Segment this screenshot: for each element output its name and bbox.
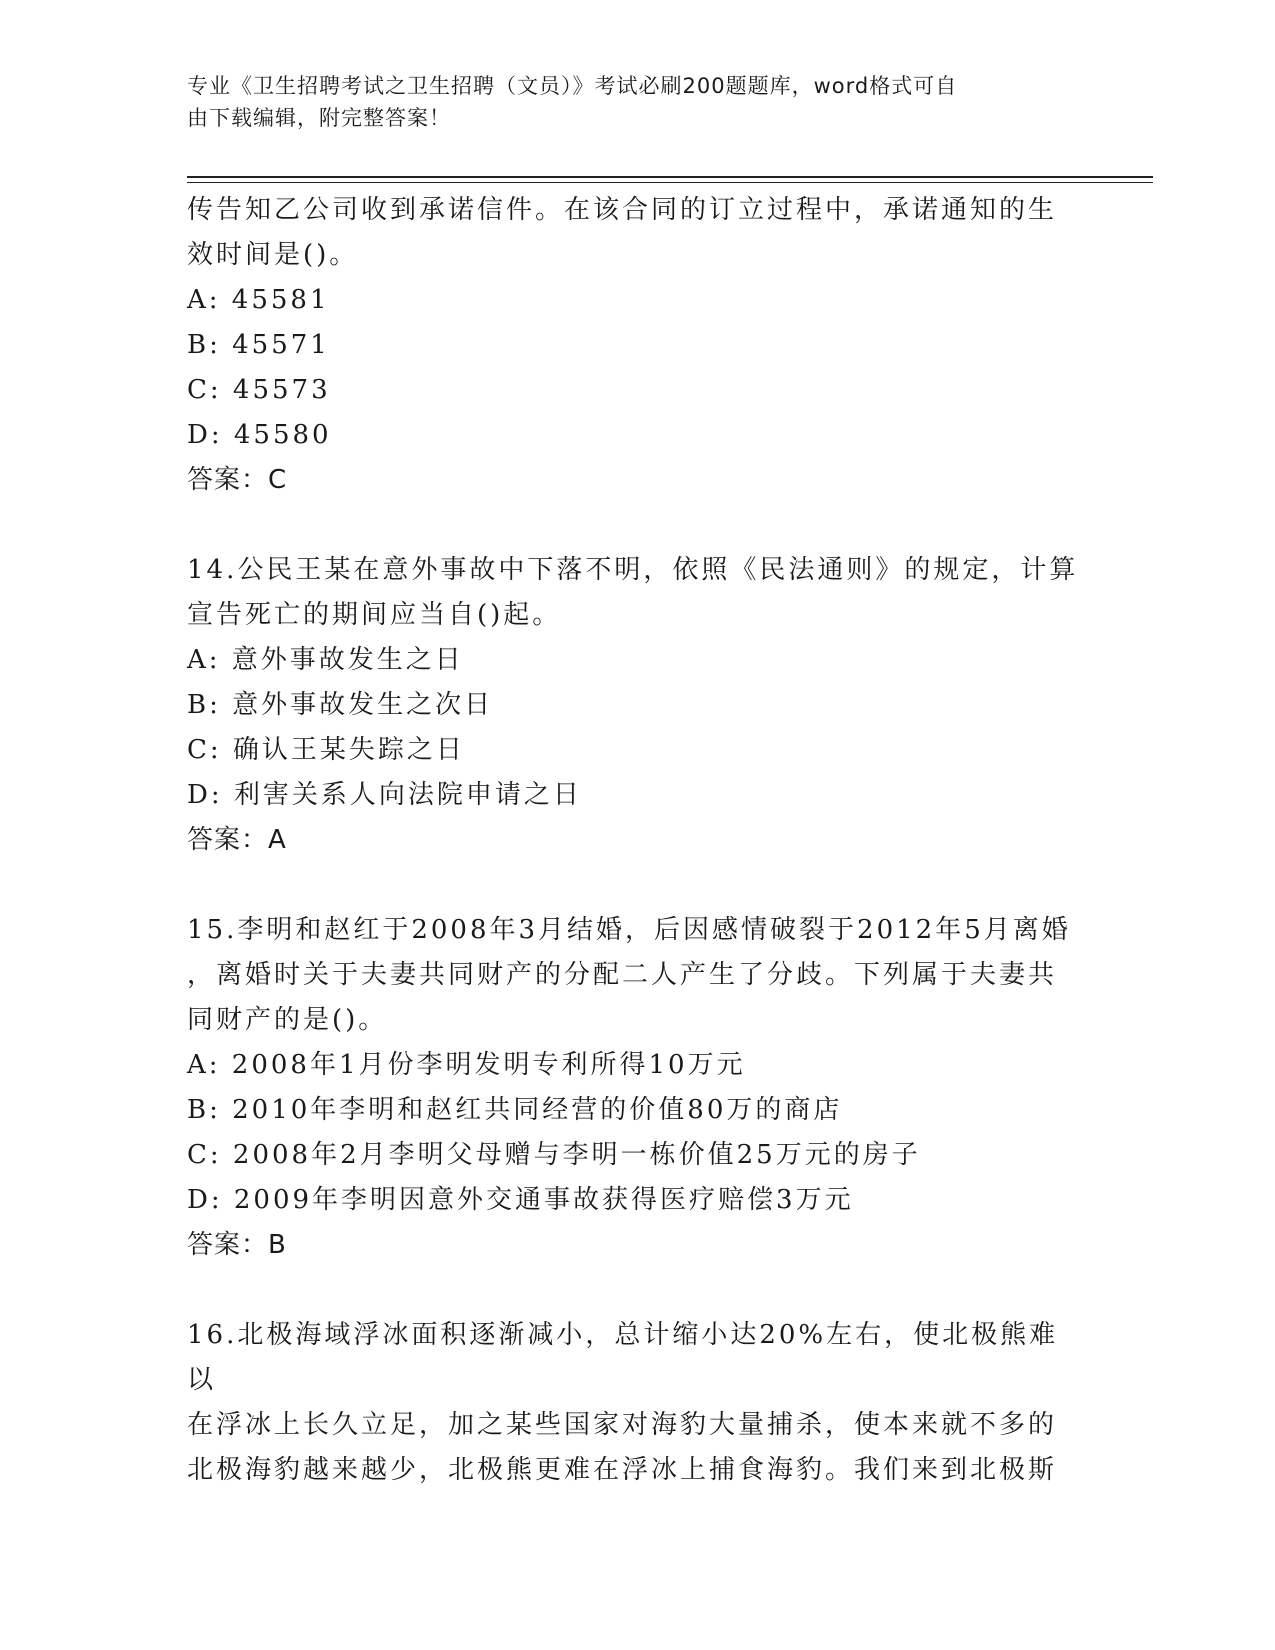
option-c: C: 45573 [187, 375, 331, 405]
question-text: 15.李明和赵红于2008年3月结婚，后因感情破裂于2012年5月离婚 [187, 915, 1071, 945]
question-text: 宣告死亡的期间应当自()起。 [187, 600, 562, 630]
question-text: 16.北极海域浮冰面积逐渐减小，总计缩小达20%左右，使北极熊难以 [187, 1320, 1059, 1395]
question-text: ，离婚时关于夫妻共同财产的分配二人产生了分歧。下列属于夫妻共 [187, 960, 1058, 990]
question-text: 传告知乙公司收到承诺信件。在该合同的订立过程中，承诺通知的生 [187, 195, 1058, 225]
option-b: B: 45571 [187, 330, 330, 360]
answer: 答案：A [187, 825, 287, 855]
option-a: A: 意外事故发生之日 [187, 645, 464, 675]
question-list [187, 188, 1087, 1493]
option-c: C: 确认王某失踪之日 [187, 735, 465, 765]
option-c: C: 2008年2月李明父母赠与李明一栋价值25万元的房子 [187, 1140, 921, 1170]
answer: 答案：C [187, 465, 288, 495]
question-text: 在浮冰上长久立足，加之某些国家对海豹大量捕杀，使本来就不多的 [187, 1410, 1058, 1440]
header-line: 由下载编辑，附完整答案！ [187, 106, 451, 130]
question-text: 同财产的是()。 [187, 1005, 388, 1035]
option-b: B: 2010年李明和赵红共同经营的价值80万的商店 [187, 1095, 843, 1125]
header-divider [187, 176, 1153, 178]
option-b: B: 意外事故发生之次日 [187, 690, 494, 720]
question-block [187, 1313, 1087, 1493]
header-line: 专业《卫生招聘考试之卫生招聘（文员）》考试必刷200题题库，word格式可自 [187, 74, 958, 98]
option-d: D: 利害关系人向法院申请之日 [187, 780, 582, 810]
option-d: D: 45580 [187, 420, 332, 450]
question-text: 14.公民王某在意外事故中下落不明，依照《民法通则》的规定，计算 [187, 555, 1079, 585]
option-a: A: 45581 [187, 285, 330, 315]
question-block [187, 908, 1087, 1268]
option-a: A: 2008年1月份李明发明专利所得10万元 [187, 1050, 746, 1080]
document-header [187, 70, 1067, 134]
question-block [187, 548, 1087, 863]
option-d: D: 2009年李明因意外交通事故获得医疗赔偿3万元 [187, 1185, 854, 1215]
question-text: 效时间是()。 [187, 240, 359, 270]
question-text: 北极海豹越来越少，北极熊更难在浮冰上捕食海豹。我们来到北极斯 [187, 1455, 1058, 1485]
header-divider-thin [187, 182, 1153, 183]
question-block [187, 188, 1087, 503]
answer: 答案：B [187, 1230, 287, 1260]
